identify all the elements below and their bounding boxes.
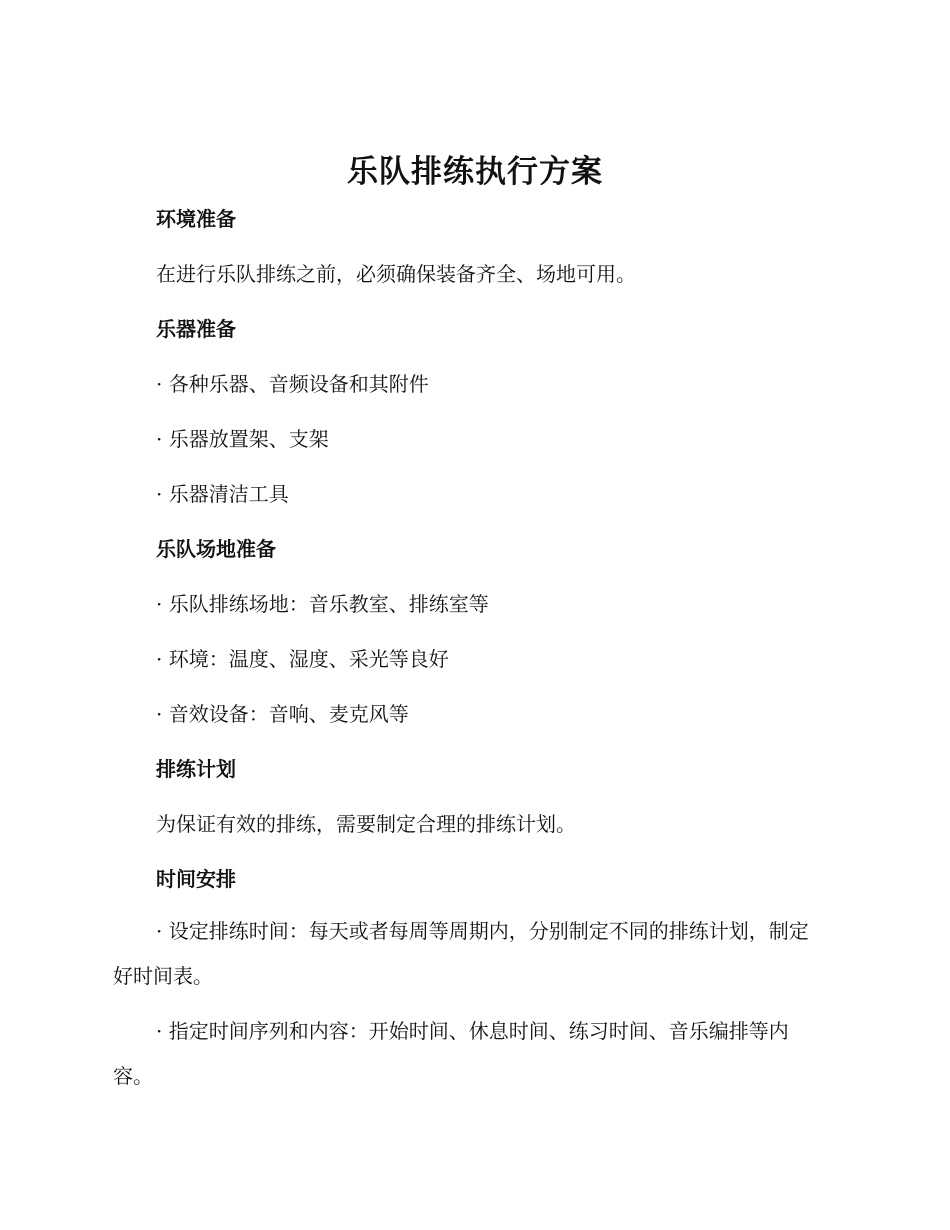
section-heading-time: 时间安排 <box>156 867 236 891</box>
list-item: · 乐器清洁工具 <box>156 482 289 506</box>
paragraph-environment-intro: 在进行乐队排练之前，必须确保装备齐全、场地可用。 <box>156 262 636 286</box>
list-item: · 音效设备：音响、麦克风等 <box>156 702 409 726</box>
list-item: · 设定排练时间：每天或者每周等周期内，分别制定不同的排练计划，制定好时间表。 <box>113 919 809 988</box>
list-item: · 各种乐器、音频设备和其附件 <box>156 372 429 396</box>
section-heading-environment: 环境准备 <box>156 207 236 231</box>
list-item: · 乐器放置架、支架 <box>156 427 329 451</box>
paragraph-plan-intro: 为保证有效的排练，需要制定合理的排练计划。 <box>156 812 576 836</box>
list-item: · 指定时间序列和内容：开始时间、休息时间、练习时间、音乐编排等内容。 <box>113 1019 789 1088</box>
list-item: · 乐队排练场地：音乐教室、排练室等 <box>156 592 489 616</box>
section-heading-instruments: 乐器准备 <box>156 317 236 341</box>
section-heading-plan: 排练计划 <box>156 757 236 781</box>
document-title: 乐队排练执行方案 <box>347 154 603 190</box>
section-heading-venue: 乐队场地准备 <box>156 537 276 561</box>
list-item: · 环境：温度、湿度、采光等良好 <box>156 647 449 671</box>
